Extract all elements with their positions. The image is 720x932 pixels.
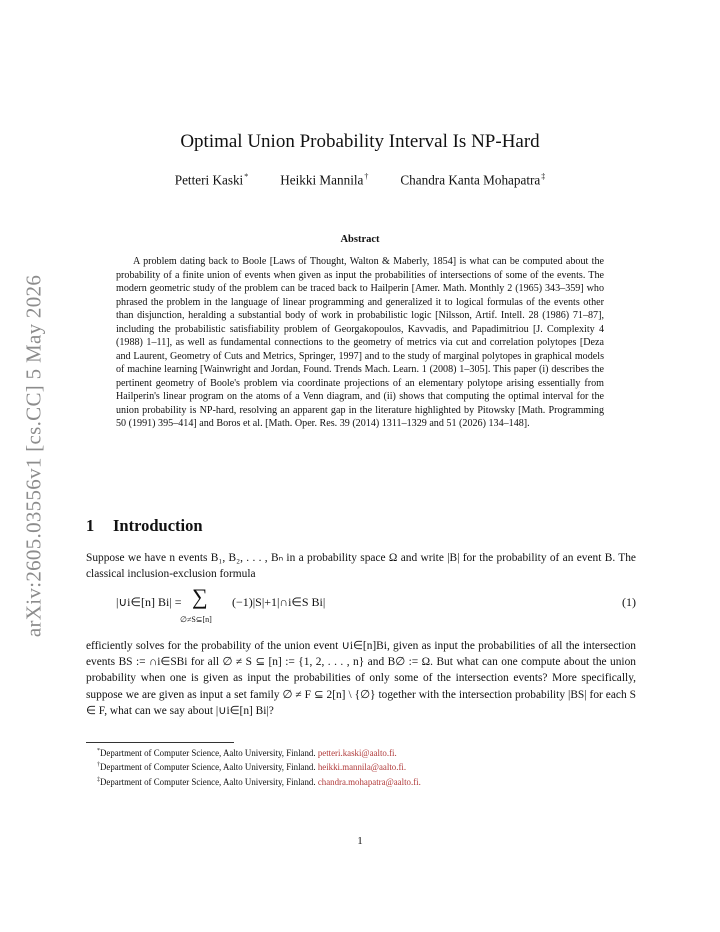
arxiv-identifier-stamp: arXiv:2605.03556v1 [cs.CC] 5 May 2026 (21, 274, 46, 638)
author-mannila: Heikki Mannila† (280, 172, 369, 188)
inclusion-exclusion-equation (116, 584, 636, 630)
abstract-heading: Abstract (340, 234, 380, 245)
paper-title: Optimal Union Probability Interval Is NP-Hard (180, 131, 540, 152)
intro-paragraph-1: Suppose we have n events B₁, B₂, . . . , Bₙ in a probability space Ω and write |B| for the probability of an event B. The classical inclusion-exclusion formula (86, 552, 636, 581)
author-mohapatra: Chandra Kanta Mohapatra‡ (400, 172, 546, 188)
equation-number: (1) (622, 595, 636, 609)
page-number: 1 (357, 835, 363, 847)
footnote-mannila: †Department of Computer Science, Aalto University, Finland. heikki.mannila@aalto.fi. (97, 762, 407, 773)
sum-symbol: ∑ (192, 584, 208, 609)
section-title: Introduction (113, 516, 203, 535)
email-link-mohapatra[interactable]: chandra.mohapatra@aalto.fi. (317, 776, 421, 787)
section-number: 1 (86, 516, 95, 535)
footnotes (97, 745, 637, 788)
footnote-rule (86, 742, 234, 743)
sum-subscript: ∅≠S⊆[n] (180, 615, 212, 624)
equation-rhs: (−1)|S|+1|∩i∈S Bi| (232, 595, 326, 609)
author-kaski: Petteri Kaski* (174, 172, 249, 188)
abstract-text: A problem dating back to Boole [Laws of Thought, Walton & Maberly, 1854] is what can be computed about the probability of a finite union of events when given as input the probabilities of intersections of some of the events. The modern geometric study of the problem can be traced back to Hailperin [Amer. Math. Monthly 2 (1965) 343–359] who phrased the problem in the language of linear programming and generalized it to logical formulas of the events other than disjunction, heralding a substantial body of work in probabilistic logic [Nilsson, Artif. Intell. 28 (1986) 71–87], including the probabilistic satisfiability problem of Georgakopoulos, Kavvadis, and Papadimitriou [J. Complexity 4 (1988) 1–11], as well as fundamental connections to the geometry of metrics via cut and correlation polytopes [Deza and Laurent, Geometry of Cuts and Metrics, Springer, 1997] and to the study of marginal polytopes in graphical models of machine learning [Wainwright and Jordan, Found. Trends Mach. Learn. 1 (2008) 1–305]. This paper (i) describes the pertinent geometry of Boole's problem via coordinate projections of an elementary polytope arising essentially from Hailperin's linear program on the atoms of a Venn diagram, and (ii) shows that computing the optimal interval for the union probability is NP-hard, resolving an apparent gap in the literature highlighted by Pitowsky [Math. Programming 50 (1991) 395–414] and Boros et al. [Math. Oper. Res. 39 (2014) 1311–1329 and 51 (2026) 134–148]. (116, 256, 604, 429)
equation-lhs: |∪i∈[n] Bi| = (116, 595, 182, 609)
section-heading (86, 516, 203, 536)
email-link-kaski[interactable]: petteri.kaski@aalto.fi. (317, 747, 397, 758)
footnote-mohapatra: ‡Department of Computer Science, Aalto University, Finland. chandra.mohapatra@aalto.fi. (97, 776, 421, 787)
email-link-mannila[interactable]: heikki.mannila@aalto.fi. (317, 762, 407, 773)
intro-paragraph-2: efficiently solves for the probability of the union event ∪i∈[n]Bi, given as input the probabilities of all the intersection events BS := ∩i∈SBi for all ∅ ≠ S ⊆ [n] := {1, 2, . . . , n} and B∅ := Ω. But what can one compute about the union probability when one is given as input the probabilities of only some of the intersection events? More specifically, suppose we are given as input a set family ∅ ≠ F ⊆ 2[n] \ {∅} together with the intersection probability |BS| for each S ∈ F, what can we say about |∪i∈[n] Bi|? (86, 640, 636, 717)
footnote-kaski: *Department of Computer Science, Aalto University, Finland. petteri.kaski@aalto.fi. (97, 747, 397, 758)
author-list (0, 172, 720, 188)
